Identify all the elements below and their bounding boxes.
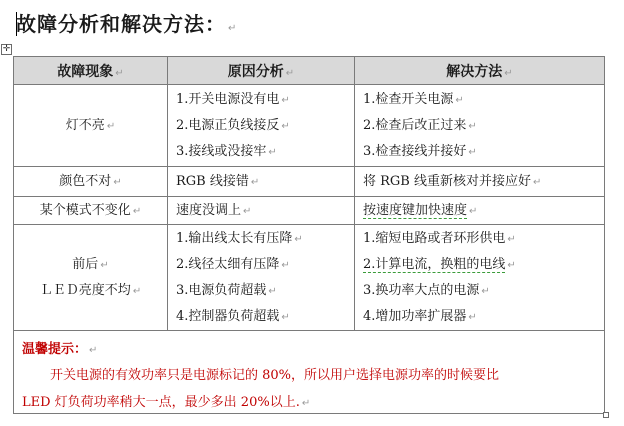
table-header-row	[14, 57, 604, 85]
paragraph-mark-icon: ↵	[228, 23, 238, 34]
table-row	[14, 225, 604, 331]
table-row	[14, 85, 604, 167]
header-solution: 解决方法 ↵	[446, 63, 513, 80]
tip-text: 开关电源的有效功率只是电源标记的 80%，所以用户选择电源功率的时候要比	[50, 368, 500, 383]
symptom-cell: 某个模式不变化 ↵	[14, 197, 168, 224]
tip-row	[14, 331, 604, 413]
solution-cell: 按速度键加快速度 ↵	[363, 202, 478, 218]
table-row	[14, 167, 604, 197]
symptom-cell: 前后 ↵ ＬＥＤ亮度不均 ↵	[14, 225, 168, 330]
symptom-cell: 灯不亮 ↵	[14, 85, 168, 166]
solution-cell: 1.检查开关电源 ↵ 2.检查后改正过来 ↵ 3.检查接线并接好 ↵	[363, 91, 477, 159]
cause-cell: 1.开关电源没有电 ↵ 2.电源正负线接反 ↵ 3.接线或没接牢 ↵	[168, 85, 355, 166]
header-symptom: 故障现象 ↵	[14, 57, 168, 84]
table-move-handle-icon[interactable]: ✛	[2, 44, 11, 54]
header-cause: 原因分析 ↵	[168, 57, 355, 84]
page-title: 故障分析和解决方法： ↵	[16, 12, 238, 36]
tip-text: LED 灯负荷功率稍大一点，最少多出 20%以上. ↵	[22, 395, 311, 410]
cause-cell: 1.输出线太长有压降 ↵ 2.线径太细有压降 ↵ 3.电源负荷超载 ↵ 4.控制器负荷超载 ↵	[168, 225, 355, 330]
cause-cell: RGB 线接错 ↵	[168, 167, 355, 196]
tip-cell	[14, 331, 604, 413]
table-row	[14, 197, 604, 225]
table-resize-handle-icon[interactable]	[603, 412, 609, 418]
solution-cell: 1.缩短电路或者环形供电 ↵ 2.计算电流，换粗的电线 ↵ 3.换功率大点的电源 ↵ 4.增加功率扩展器 ↵	[363, 230, 516, 324]
solution-cell: 将 RGB 线重新核对并接应好 ↵	[363, 173, 542, 189]
troubleshooting-table	[13, 56, 605, 414]
cause-cell: 速度没调上 ↵	[168, 197, 355, 224]
symptom-cell: 颜色不对 ↵	[14, 167, 168, 196]
tip-title: 温馨提示： ↵	[22, 342, 98, 357]
